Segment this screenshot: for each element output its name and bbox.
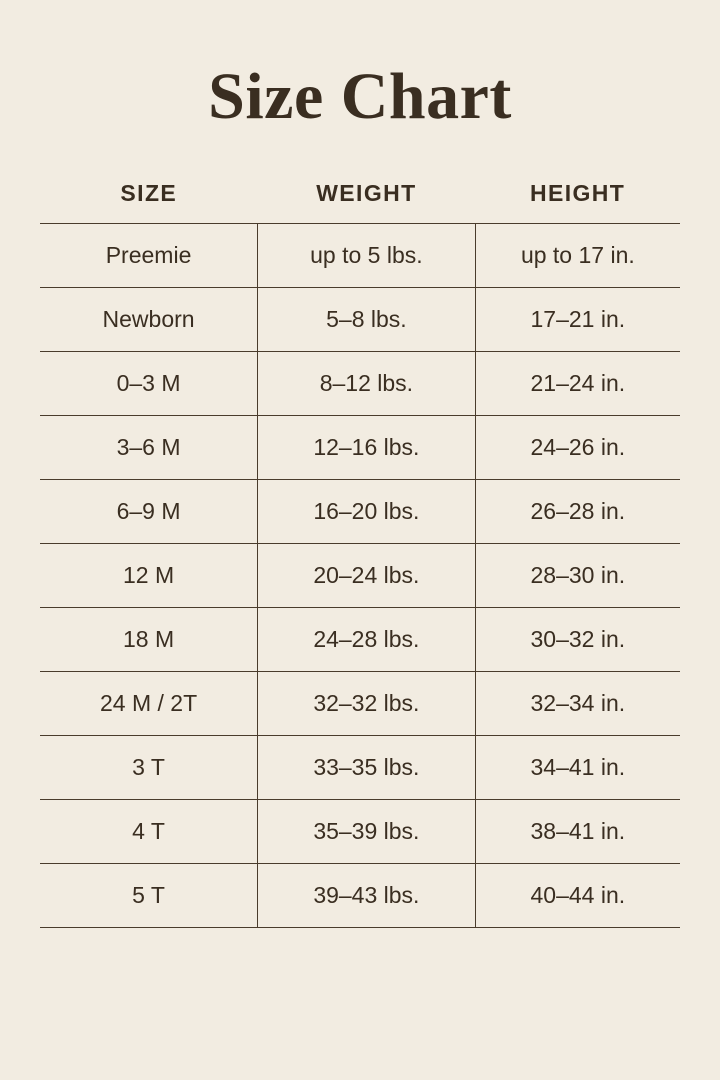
cell-height: 26–28 in. [475,480,680,544]
cell-height: 38–41 in. [475,800,680,864]
cell-height: 17–21 in. [475,288,680,352]
column-header-size: SIZE [40,179,258,224]
table-row [40,480,680,544]
cell-size: 5 T [40,864,258,928]
table-row [40,800,680,864]
table-header [40,179,680,224]
cell-size: 6–9 M [40,480,258,544]
table-row [40,416,680,480]
cell-size: 3 T [40,736,258,800]
cell-height: 24–26 in. [475,416,680,480]
cell-weight: 16–20 lbs. [258,480,476,544]
column-header-height: HEIGHT [475,179,680,224]
cell-weight: 24–28 lbs. [258,608,476,672]
size-chart-table [40,179,680,928]
table-body [40,224,680,928]
cell-size: 18 M [40,608,258,672]
cell-height: 21–24 in. [475,352,680,416]
cell-weight: up to 5 lbs. [258,224,476,288]
table-row [40,224,680,288]
page-title: Size Chart [208,60,512,133]
cell-weight: 12–16 lbs. [258,416,476,480]
cell-size: 4 T [40,800,258,864]
cell-height: 32–34 in. [475,672,680,736]
table-row [40,672,680,736]
cell-weight: 8–12 lbs. [258,352,476,416]
table-row [40,544,680,608]
cell-weight: 33–35 lbs. [258,736,476,800]
table-header-row [40,179,680,224]
cell-height: 30–32 in. [475,608,680,672]
cell-size: 3–6 M [40,416,258,480]
cell-height: 40–44 in. [475,864,680,928]
table-row [40,288,680,352]
cell-weight: 20–24 lbs. [258,544,476,608]
column-header-weight: WEIGHT [258,179,476,224]
cell-height: 34–41 in. [475,736,680,800]
cell-size: 12 M [40,544,258,608]
cell-weight: 39–43 lbs. [258,864,476,928]
cell-height: up to 17 in. [475,224,680,288]
cell-height: 28–30 in. [475,544,680,608]
table-row [40,352,680,416]
cell-weight: 32–32 lbs. [258,672,476,736]
cell-weight: 35–39 lbs. [258,800,476,864]
table-row [40,864,680,928]
cell-size: 0–3 M [40,352,258,416]
cell-size: 24 M / 2T [40,672,258,736]
cell-size: Preemie [40,224,258,288]
cell-size: Newborn [40,288,258,352]
table-row [40,736,680,800]
cell-weight: 5–8 lbs. [258,288,476,352]
table-row [40,608,680,672]
